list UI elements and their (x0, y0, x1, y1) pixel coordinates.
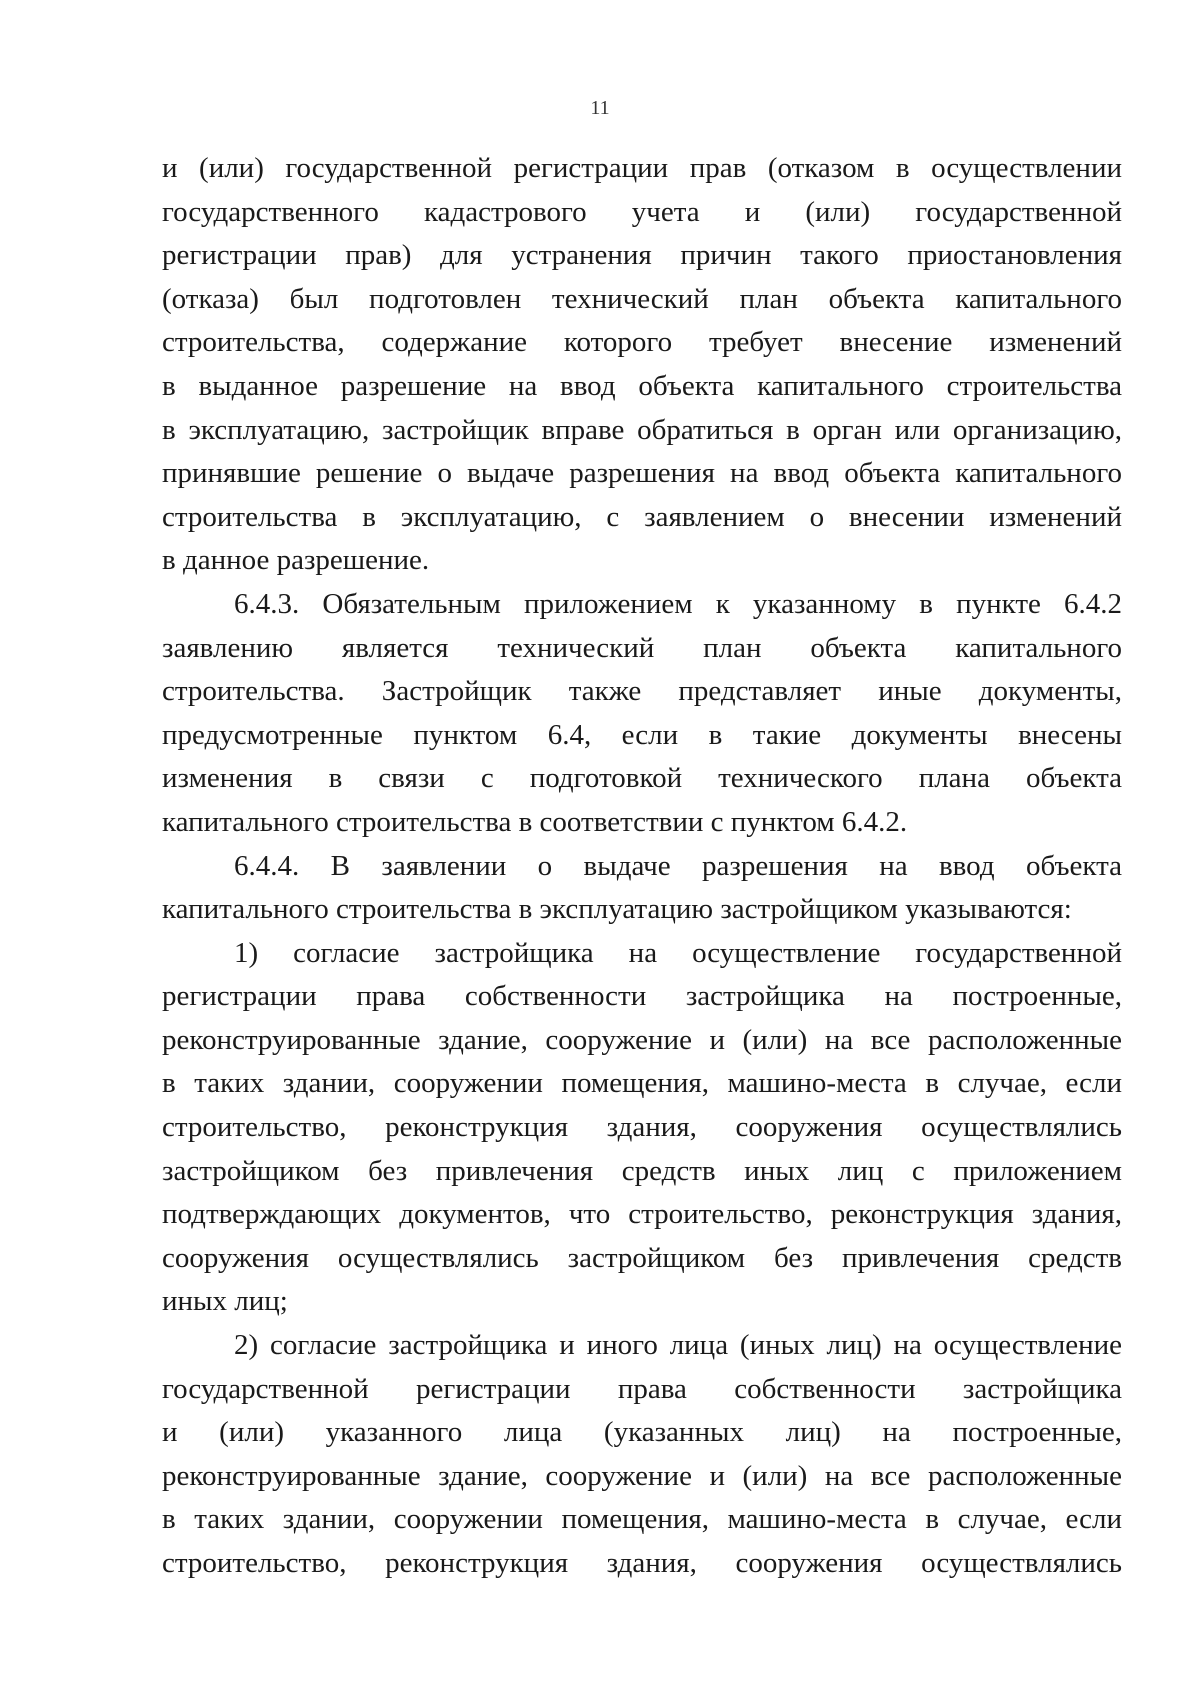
text-line: регистрации права собственности застройщика на построенные, (162, 980, 1122, 1013)
paragraph-6-4-4 (162, 845, 1122, 932)
text-line: регистрации прав) для устранения причин такого приостановления (162, 239, 1122, 272)
text-line: капитального строительства в соответствии с пунктом 6.4.2. (162, 805, 908, 838)
text-line: застройщиком без привлечения средств иных лиц с приложением (162, 1154, 1122, 1187)
text-line: предусмотренные пунктом 6.4, если в такие документы внесены (162, 718, 1122, 751)
text-line: в таких здании, сооружении помещения, машино-места в случае, если (162, 1067, 1122, 1100)
paragraph-6-4-3 (162, 583, 1122, 845)
text-line: в данное разрешение. (162, 544, 430, 577)
text-line: (отказа) был подготовлен технический план объекта капитального (162, 282, 1122, 315)
page-number: 11 (590, 97, 610, 119)
text-line: государственной регистрации права собственности застройщика (162, 1372, 1122, 1405)
text-line: капитального строительства в эксплуатацию застройщиком указываются: (162, 893, 1072, 926)
text-line: в эксплуатацию, застройщик вправе обратиться в орган или организацию, (162, 413, 1122, 446)
text-line: заявлению является технический план объекта капитального (162, 631, 1122, 664)
text-line: строительства, содержание которого требует внесение изменений (162, 326, 1122, 359)
text-line: в таких здании, сооружении помещения, машино-места в случае, если (162, 1503, 1122, 1536)
text-line: принявшие решение о выдаче разрешения на ввод объекта капитального (162, 457, 1122, 490)
text-line: строительство, реконструкция здания, сооружения осуществлялись (162, 1111, 1122, 1144)
text-line: иных лиц; (162, 1285, 288, 1318)
text-line: 6.4.4. В заявлении о выдаче разрешения на ввод объекта (234, 849, 1122, 882)
text-line: строительство, реконструкция здания, сооружения осуществлялись (162, 1547, 1122, 1579)
text-line: реконструированные здание, сооружение и (или) на все расположенные (162, 1459, 1122, 1492)
text-line: сооружения осуществлялись застройщиком без привлечения средств (162, 1241, 1122, 1274)
list-item-1 (162, 932, 1122, 1324)
text-line: государственного кадастрового учета и (или) государственной (162, 195, 1122, 228)
text-line: 1) согласие застройщика на осуществление государственной (234, 936, 1122, 969)
text-line: 6.4.3. Обязательным приложением к указанному в пункте 6.4.2 (234, 587, 1122, 620)
text-line: и (или) государственной регистрации прав (отказом в осуществлении (162, 152, 1122, 184)
text-line: строительства. Застройщик также представляет иные документы, (162, 675, 1122, 708)
list-item-2 (162, 1324, 1122, 1586)
text-line: 2) согласие застройщика и иного лица (иных лиц) на осуществление (234, 1329, 1122, 1362)
text-line: изменения в связи с подготовкой технического плана объекта (162, 762, 1122, 795)
paragraph-continuation (162, 147, 1122, 583)
text-line: подтверждающих документов, что строительство, реконструкция здания, (162, 1198, 1122, 1231)
text-line: в выданное разрешение на ввод объекта капитального строительства (162, 369, 1122, 402)
text-line: и (или) указанного лица (указанных лиц) на построенные, (162, 1416, 1122, 1449)
text-line: реконструированные здание, сооружение и (или) на все расположенные (162, 1023, 1122, 1056)
document-body (162, 147, 1122, 1586)
text-line: строительства в эксплуатацию, с заявлением о внесении изменений (162, 500, 1122, 533)
